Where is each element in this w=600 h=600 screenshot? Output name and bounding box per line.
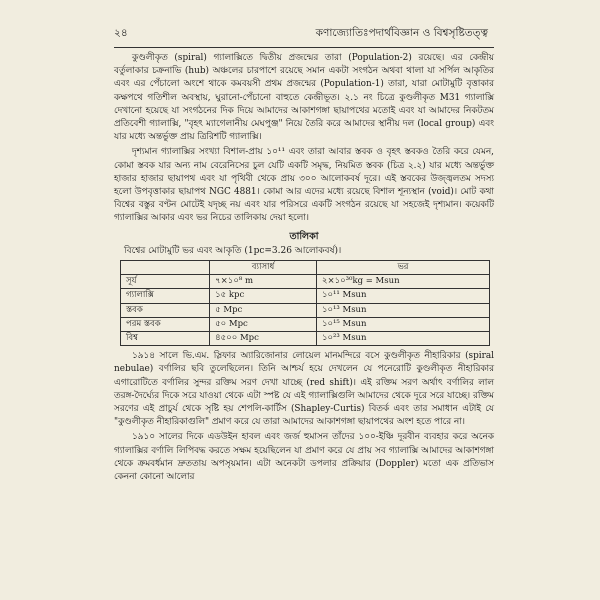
table-title: তালিকা [289,230,319,242]
row-mass: ১০¹³ Msun [316,303,489,317]
row-mass: ১০²³ Msun [316,332,489,346]
row-label: স্তবক [121,303,210,317]
row-label: পরম স্তবক [121,317,210,331]
table-row [121,303,490,317]
page-number: ২৪ [114,27,128,39]
table-header-row [121,261,490,275]
row-mass: ২×১০³⁰kg = Msun [316,275,489,289]
row-label: গ্যালাক্সি [121,289,210,303]
row-radius: ১৫ kpc [210,289,317,303]
row-radius: ৪৫০০ Mpc [210,332,317,346]
table-row [121,332,490,346]
row-radius: ৫০ Mpc [210,317,317,331]
mass-size-table [120,260,490,346]
row-label: সূর্য [121,275,210,289]
page-body [114,52,494,484]
running-title: কণাজ্যোতিঃপদার্থবিজ্ঞান ও বিশ্বসৃষ্টিতত্ত্ব [315,27,488,39]
table-row [121,275,490,289]
paragraph-hubble: ১৯১০ সালের দিকে এডউইন হাবল এবং জর্জ হুমাসন তাঁদের ১০০-ইঞ্চি দূরবীন ব্যবহার করে অনেক গ্যালাক্সির বর্ণালি লিপিবদ্ধ করতে সক্ষম হয়েছিলেন যা প্রমাণ করে যে প্রায় সব গ্যালাক্সি আমাদের আকাশগঙ্গা থেকে ক্রমবর্ধমান দ্রুততায় অপসৃয়মান। এটা অনেকটা ডপলার প্রক্রিয়ার (Doppler) মতো এক প্রতিভাস কেননা কোনো আলোর [114,432,494,483]
row-radius: ৫ Mpc [210,303,317,317]
row-radius: ৭×১০⁸ m [210,275,317,289]
table-row [121,289,490,303]
table-header-blank [121,261,210,275]
table-subtitle: বিশ্বের মোটামুটি ভর এবং আকৃতি (1pc=3.26 আলোকবর্ষ)। [124,245,342,256]
paragraph-spiral: কুণ্ডলীকৃত (spiral) গ্যালাক্সিতে দ্বিতীয় প্রজন্মের তারা (Population-2) রয়েছে। এর কেন্দ্রীয় বর্তুলাকার চক্রনাভি (hub) অঞ্চলের চারপাশে রয়েছে সমান একটা সংগঠন অথবা থালা যা সর্পিল আকৃতির এবং এর পেঁচালো অংশে থাকে কমবয়সী প্রথম প্রজন্মের (Population-1) তারা, যারা মোটামুটি বৃত্তাকার কক্ষপথে গতিশীল অবস্থায়, ঘুরানো-পেঁচানো বাহুতে কেন্দ্রীভূত। ২.১ নং চিত্রে কুণ্ডলীকৃত M31 গ্যালাক্সি দেখানো হয়েছে যা সংগঠনের দিক দিয়ে আমাদের আকাশগঙ্গা ছায়াপথের মতোই এবং যা আমাদের নিকটতম প্রতিবেশী গ্যালাক্সি, "বৃহৎ ম্যাগেলানীয় মেঘপুঞ্জ" নিয়ে তৈরি করে আমাদের স্থানীয় দল (local group) এবং যার মধ্যে অন্তর্ভুক্ত প্রায় ত্রিরিশটি গ্যালাক্সি। [114,53,494,143]
table-header-radius: ব্যাসার্ধ [210,261,317,275]
row-label: বিশ্ব [121,332,210,346]
row-mass: ১০¹⁵ Msun [316,317,489,331]
paragraph-clusters: দৃশ্যমান গ্যালাক্সির সংখ্যা বিশাল-প্রায় ১০¹¹ এবং তারা আবার স্তবক ও বৃহৎ স্তবকও তৈরি করে যেমন, কোমা স্তবক যার অন্য নাম বেরেনিসের চুল যেটি একটি সমৃদ্ধ, নিয়মিত স্তবক (চিত্র ২.২) যার মধ্যে অন্তর্ভুক্ত হাজার হাজার ছায়াপথ এবং যা পৃথিবী থেকে প্রায় ৩০০ আলোকবর্ষ দূরে। এই স্তবকের উজ্জ্বলতম সদস্য হলো উপবৃত্তাকার ছায়াপথ NGC 4881। কোমা আর এদের মধ্যে রয়েছে বিশাল শূন্যস্থান (void)। মোট কথা বিশ্বের বস্তুর বণ্টন মোটেই যদৃচ্ছ নয় এবং যার পরিসরে একটি সংগঠন রয়েছে যা সহজেই দৃশ্যমান। কয়েকটি গ্যালাক্সির আকার এবং ভর নিচের তালিকায় দেয়া হলো। [114,147,494,224]
table-row [121,317,490,331]
row-mass: ১০¹¹ Msun [316,289,489,303]
header-rule [114,47,494,48]
paragraph-slipher: ১৯১৪ সালে ভি.এম. স্লিফার অ্যারিজোনার লোয়েল মানমন্দিরে বসে কুণ্ডলীকৃত নীহারিকার (spiral nebulae) বর্ণালির ছবি তুলেছিলেন। তিনি আশ্চর্য হয়ে দেখলেন যে পনেরোটি কুণ্ডলীকৃত নীহারিকার এগারোটিতে বর্ণালির সুন্দর রক্তিম সরণ দেখা যাচ্ছে (red shift)। এই রক্তিম সরণ অর্থাৎ বর্ণালির লাল তরঙ্গ-দৈর্ঘ্যের দিকে সরে যাওয়া থেকে এটা স্পষ্ট যে এই গ্যালাক্সিগুলি আমাদের থেকে দূরে সরে যাচ্ছে। রক্তিম সরণের এই প্রাচুর্য থেকে সৃষ্টি হয় শেপলি-কার্টিস (Shapley-Curtis) বিতর্ক এবং তার সমাধান এটাই যে "কুণ্ডলীকৃত নীহারিকাগুলি" প্রমাণ করে যে তারা আমাদের আকাশগঙ্গা ছায়াপথের অংশ হতে পারে না। [114,351,494,428]
table-header-mass: ভর [316,261,489,275]
page-header [114,26,488,42]
